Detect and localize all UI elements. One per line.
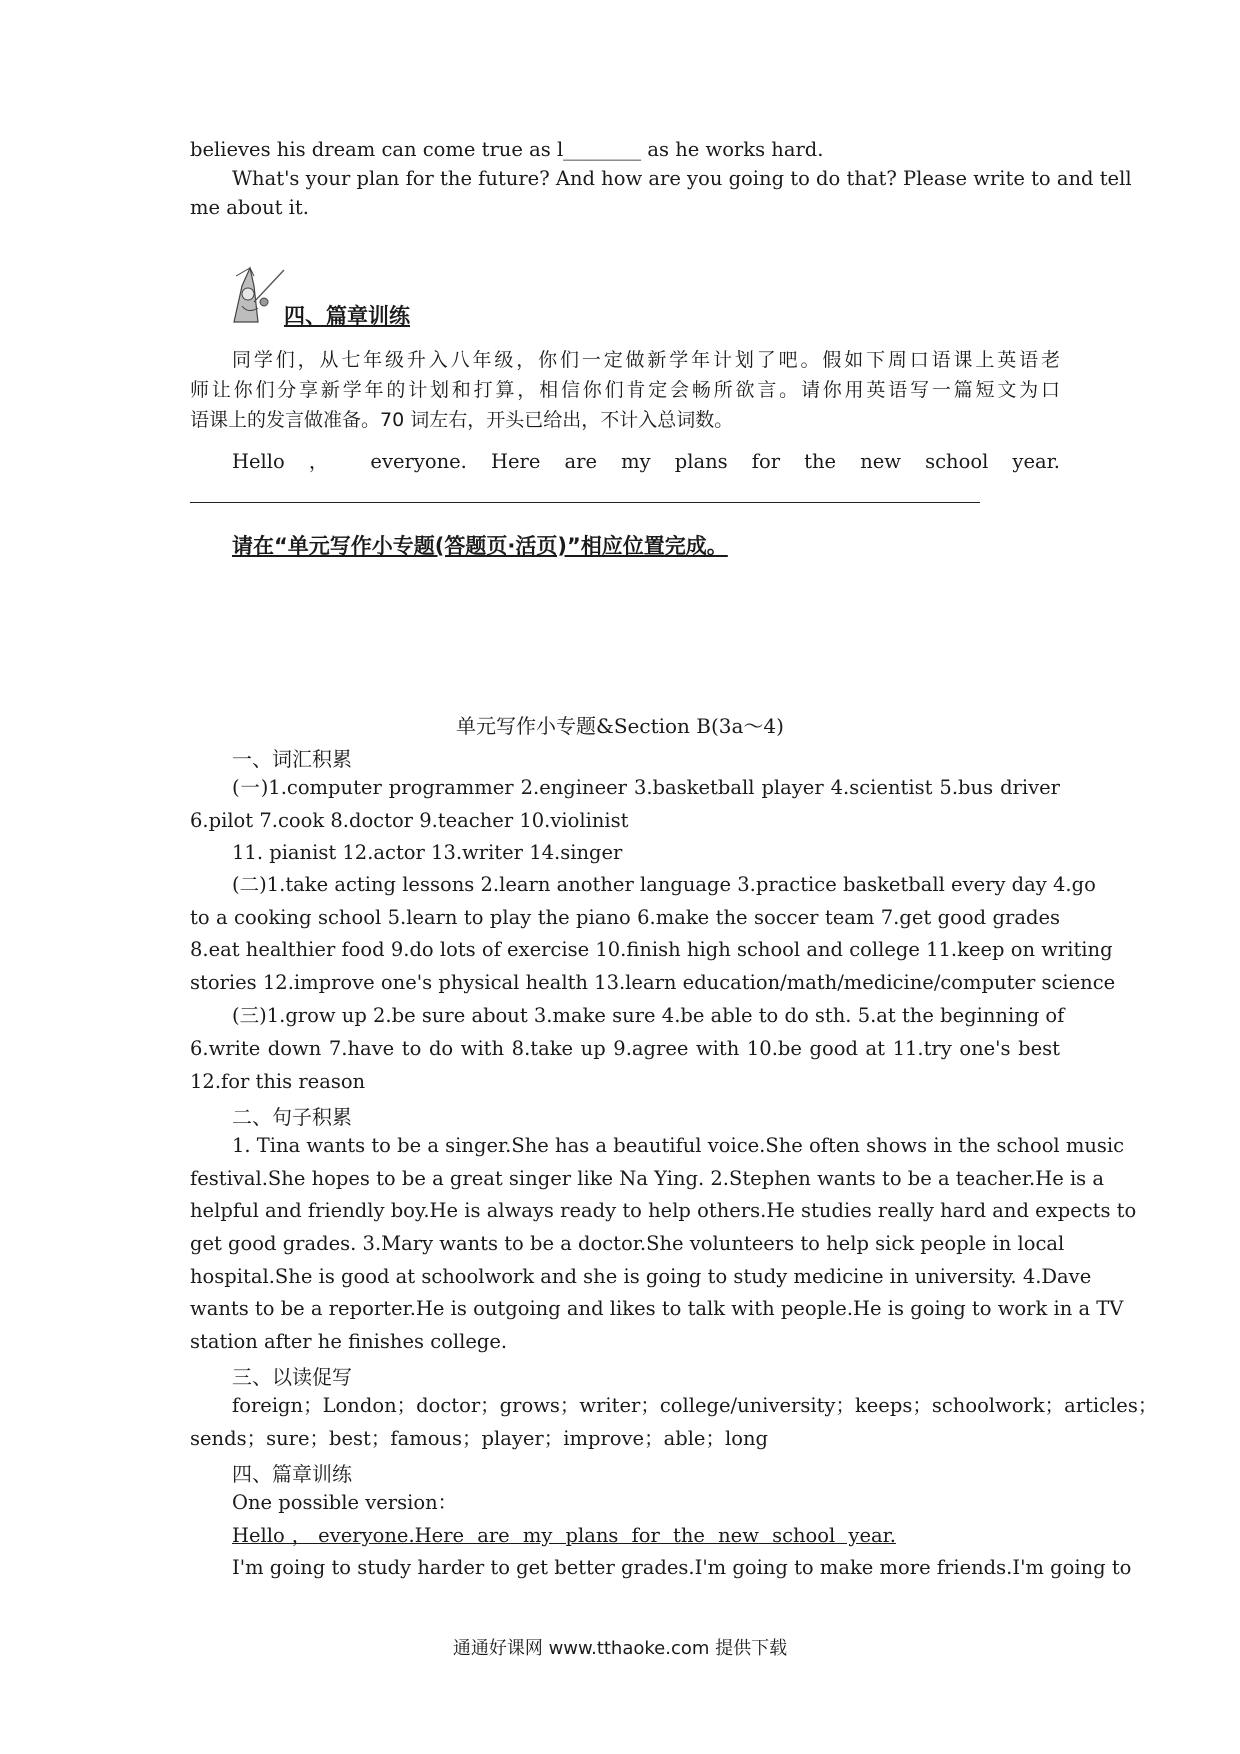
reading-line-1: foreign；London；doctor；grows；writer；college/university；keeps；schoolwork；articles； — [232, 1394, 1158, 1417]
vocab-3-line-2: 6.write down 7.have to do with 8.take up 9.agree with 10.be good at 11.try one's best — [190, 1037, 1060, 1060]
vocab-2-line-2: to a cooking school 5.learn to play the piano 6.make the soccer team 7.get good grades — [190, 906, 1060, 929]
sentence-line-7: station after he finishes college. — [190, 1330, 508, 1353]
sentence-heading: 二、句子积累 — [232, 1105, 352, 1129]
vocab-2-line-3: 8.eat healthier food 9.do lots of exercise 10.finish high school and college 11.keep on writing — [190, 938, 1113, 961]
essay-line-2: I'm going to study harder to get better grades.I'm going to make more friends.I'm going to — [232, 1556, 1132, 1579]
top-line-3: me about it. — [190, 196, 309, 219]
vocab-2-line-1: (二)1.take acting lessons 2.learn another language 3.practice basketball every day 4.go — [232, 873, 1096, 896]
reading-line-2: sends；sure；best；famous；player；improve；able；long — [190, 1427, 768, 1450]
essay-line-1: Hello，everyone.Here are my plans for the new school year. — [232, 1524, 896, 1547]
sentence-line-6: wants to be a reporter.He is outgoing and likes to talk with people.He is going to work in a TV — [190, 1297, 1124, 1320]
vocab-heading: 一、词汇积累 — [232, 747, 352, 771]
top-line-2: What's your plan for the future? And how are you going to do that? Please write to and tell — [232, 167, 1132, 190]
footer-credit: 通通好课网 www.tthaoke.com 提供下载 — [452, 1638, 788, 1659]
wizard-mascot-icon — [228, 262, 290, 326]
sentence-line-3: helpful and friendly boy.He is always ready to help others.He studies really hard and expects to — [190, 1199, 1137, 1222]
vocab-3-line-1: (三)1.grow up 2.be sure about 3.make sure 4.be able to do sth. 5.at the beginning of — [232, 1004, 1065, 1027]
top-line-1: believes his dream can come true as l________ as he works hard. — [190, 138, 824, 161]
answer-title: 单元写作小专题&Section B(3a～4) — [456, 714, 784, 738]
reading-heading: 三、以读促写 — [232, 1365, 352, 1389]
essay-opening: Hello ， everyone. Here are my plans for the new school year. — [232, 450, 1060, 473]
writing-line — [190, 502, 980, 503]
sentence-line-4: get good grades. 3.Mary wants to be a doctor.She volunteers to help sick people in local — [190, 1232, 1065, 1255]
answer-page-note: 请在“单元写作小专题(答题页·活页)”相应位置完成。 — [232, 534, 728, 558]
sentence-line-5: hospital.She is good at schoolwork and she is going to study medicine in university. 4.Dave — [190, 1265, 1092, 1288]
sentence-line-1: 1. Tina wants to be a singer.She has a beautiful voice.She often shows in the school music — [232, 1134, 1125, 1157]
possible-version-label: One possible version： — [232, 1491, 458, 1514]
task-line-2: 师让你们分享新学年的计划和打算，相信你们肯定会畅所欲言。请你用英语写一篇短文为口 — [190, 379, 1060, 401]
sentence-line-2: festival.She hopes to be a great singer like Na Ying. 2.Stephen wants to be a teacher.He is a — [190, 1167, 1105, 1190]
section-heading: 四、篇章训练 — [284, 304, 410, 328]
vocab-1-line-3: 11. pianist 12.actor 13.writer 14.singer — [232, 841, 623, 864]
task-line-1: 同学们，从七年级升入八年级，你们一定做新学年计划了吧。假如下周口语课上英语老 — [232, 349, 1060, 371]
vocab-1-line-2: 6.pilot 7.cook 8.doctor 9.teacher 10.violinist — [190, 809, 629, 832]
vocab-2-line-4: stories 12.improve one's physical health 13.learn education/math/medicine/computer science — [190, 971, 1116, 994]
vocab-3-line-3: 12.for this reason — [190, 1070, 366, 1093]
task-line-3: 语课上的发言做准备。70 词左右，开头已给出，不计入总词数。 — [190, 409, 734, 431]
vocab-1-line-1: (一)1.computer programmer 2.engineer 3.basketball player 4.scientist 5.bus driver — [232, 776, 1060, 799]
essay-heading: 四、篇章训练 — [232, 1462, 352, 1486]
